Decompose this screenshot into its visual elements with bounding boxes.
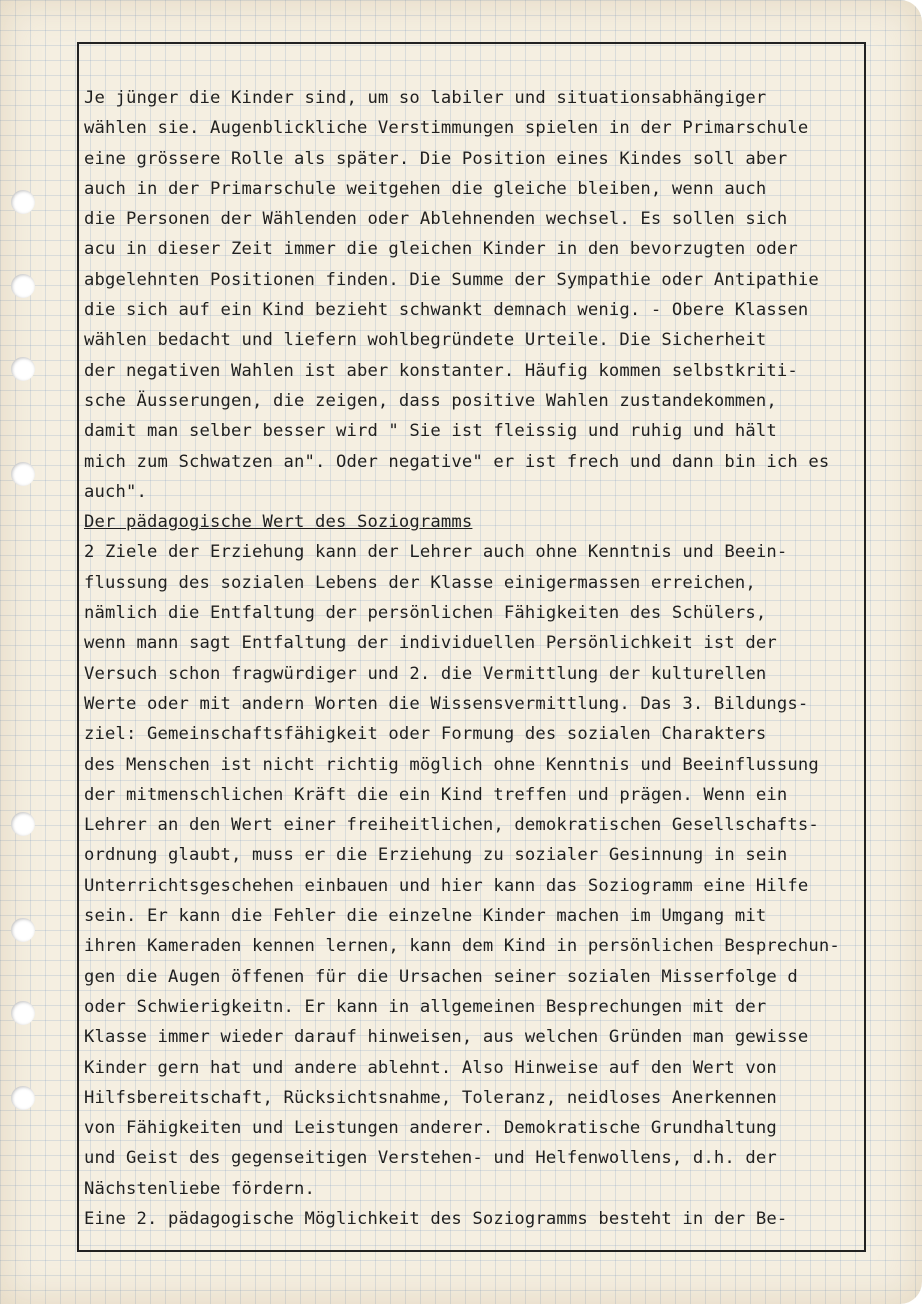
text-line: ziel: Gemeinschaftsfähigkeit oder Formung des sozialen Charakters [84,724,767,745]
margin-line-bottom [77,1250,864,1252]
text-line: von Fähigkeiten und Leistungen anderer. Demokratische Grundhaltung [84,1118,777,1139]
text-line: der negativen Wahlen ist aber konstanter. Häufig kommen selbstkriti- [84,360,798,381]
section-heading: Der pädagogische Wert des Soziogramms [84,512,473,533]
text-line: Unterrichtsgeschehen einbauen und hier kann das Soziogramm eine Hilfe [84,875,809,896]
margin-line-top [77,42,864,44]
punch-hole [11,274,35,298]
text-line: auch in der Primarschule weitgehen die gleiche bleiben, wenn auch [84,178,767,199]
text-line: wählen sie. Augenblickliche Verstimmungen spielen in der Primarschule [84,118,809,139]
text-line: sche Äusserungen, die zeigen, dass positive Wahlen zustandekommen, [84,390,777,411]
text-line: und Geist des gegenseitigen Verstehen- und Helfenwollens, d.h. der [84,1148,777,1169]
text-line: die Personen der Wählenden oder Ablehnenden wechsel. Es sollen sich [84,209,788,230]
text-line: Versuch schon fragwürdiger und 2. die Vermittlung der kulturellen [84,663,767,684]
text-line: Hilfsbereitschaft, Rücksichtsnahme, Toleranz, neidloses Anerkennen [84,1087,777,1108]
text-line: Nächstenliebe fördern. [84,1178,315,1199]
text-line: Lehrer an den Wert einer freiheitlichen, demokratischen Gesellschafts- [84,815,819,836]
text-line: Klasse immer wieder darauf hinweisen, aus welchen Gründen man gewisse [84,1027,809,1048]
text-line: oder Schwierigkeitn. Er kann in allgemeinen Besprechungen mit der [84,996,767,1017]
text-line: des Menschen ist nicht richtig möglich ohne Kenntnis und Beeinflussung [84,754,819,775]
punch-hole [11,812,35,836]
text-line: sein. Er kann die Fehler die einzelne Kinder machen im Umgang mit [84,906,767,927]
text-line: ordnung glaubt, muss er die Erziehung zu sozialer Gesinnung in sein [84,845,788,866]
punch-hole [11,357,35,381]
punch-hole [11,918,35,942]
text-line: nämlich die Entfaltung der persönlichen Fähigkeiten des Schülers, [84,603,767,624]
text-line: wählen bedacht und liefern wohlbegründete Urteile. Die Sicherheit [84,330,767,351]
text-line: Werte oder mit andern Worten die Wissensvermittlung. Das 3. Bildungs- [84,693,809,714]
punch-hole [11,1086,35,1110]
margin-line-left [77,42,79,1252]
text-line: der mitmenschlichen Kräft die ein Kind treffen und prägen. Wenn ein [84,784,788,805]
text-line: Je jünger die Kinder sind, um so labiler und situationsabhängiger [84,88,767,108]
text-line: acu in dieser Zeit immer die gleichen Kinder in den bevorzugten oder [84,239,798,260]
text-line: abgelehnten Positionen finden. Die Summe der Sympathie oder Antipathie [84,269,819,290]
text-line: ihren Kameraden kennen lernen, kann dem Kind in persönlichen Besprechun- [84,936,840,957]
body-text [84,83,874,1234]
punch-hole [11,190,35,214]
text-line: auch". [84,481,147,502]
punch-hole [11,1001,35,1025]
text-line: Eine 2. pädagogische Möglichkeit des Soziogramms besteht in der Be- [84,1208,788,1229]
text-line: damit man selber besser wird " Sie ist fleissig und ruhig und hält [84,421,777,442]
text-line: die sich auf ein Kind bezieht schwankt demnach wenig. - Obere Klassen [84,300,809,321]
text-line: eine grössere Rolle als später. Die Position eines Kindes soll aber [84,148,788,169]
text-line: mich zum Schwatzen an". Oder negative" er ist frech und dann bin ich es [84,451,830,472]
text-line: gen die Augen öffenen für die Ursachen seiner sozialen Misserfolge d [84,966,798,987]
text-line: flussung des sozialen Lebens der Klasse einigermassen erreichen, [84,572,756,593]
text-line: 2 Ziele der Erziehung kann der Lehrer auch ohne Kenntnis und Beein- [84,542,788,563]
text-line: wenn mann sagt Entfaltung der individuellen Persönlichkeit ist der [84,633,777,654]
text-line: Kinder gern hat und andere ablehnt. Also Hinweise auf den Wert von [84,1057,777,1078]
punch-hole [11,462,35,486]
